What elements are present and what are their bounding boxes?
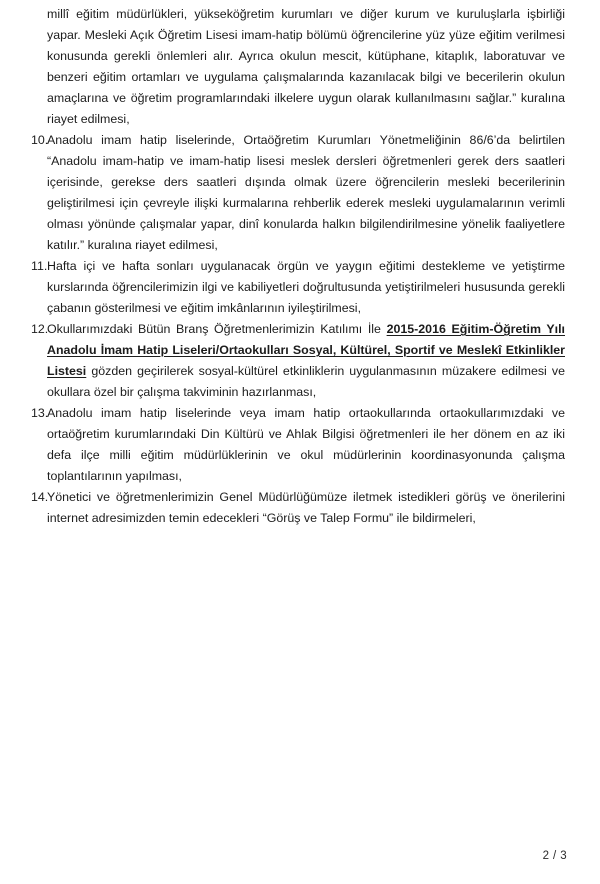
page-number: 2 / 3: [542, 850, 567, 862]
list-item-text-after-emphasis: gözden geçirilerek sosyal-kültürel etkinliklerin uygulanmasının müzakere edilmesi ve okullara özel bir çalışma takviminin hazırlanması,: [47, 364, 565, 399]
list-item-number: 14.: [31, 490, 49, 504]
list-item-number: 13.: [31, 406, 49, 420]
list-item-text: Anadolu imam hatip liselerinde veya imam hatip ortaokullarında ortaokullarımızdaki ve ortaöğretim kurumlarındaki Din Kültürü ve Ahlak Bilgisi öğretmenleri ile her dönem en az iki defa ilçe milli eğitim müdürlüklerinin ve okul müdürlerinin koordinasyonunda çalışma toplantılarının yapılması,: [47, 406, 565, 483]
list-item-13: [31, 403, 565, 487]
emphasized-activity-list-title: 2015-2016 Eğitim-Öğretim Yılı Anadolu İmam Hatip Liseleri/Ortaokulları Sosyal, Kültürel, Sportif ve Meslekî Etkinlikler Listesi: [47, 322, 565, 378]
list-item-text: Anadolu imam hatip liselerinde, Ortaöğretim Kurumları Yönetmeliğinin 86/6’da belirtilen “Anadolu imam-hatip ve imam-hatip lisesi meslek dersleri öğretmenleri gerek ders saatleri içerisinde, gerekse ders saatleri dışında olmak üzere öğrencilerin mesleki becerilerinin geliştirilmesi için çevreyle ilişki kurmalarına rehberlik ederek mesleki uygulamalarının verimli olması yönünde çalışmalar yapar, dinî konularda halkın bilgilendirilmesine yönelik faaliyetlere katılır.” kuralına riayet edilmesi,: [47, 133, 565, 252]
list-item-text: [47, 319, 565, 403]
continuation-paragraph: millî eğitim müdürlükleri, yükseköğretim kurumları ve diğer kurum ve kuruluşlarla işbirliği yapar. Mesleki Açık Öğretim Lisesi imam-hatip bölümü öğrencilerine yüz yüze eğitim verilmesi konusunda gerekli önlemleri alır. Ayrıca okulun mescit, kütüphane, kitaplık, laboratuvar ve benzeri eğitim ortamları ve uygulama çalışmalarında kazanılacak bilgi ve becerilerin okulun amaçlarına ve öğretim programlarındaki ilkelere uygun olarak kullanılmasını sağlar.” kuralına riayet edilmesi,: [47, 7, 565, 126]
list-item-11: [31, 256, 565, 319]
list-item-number: 11.: [31, 259, 48, 273]
list-item-12: [31, 319, 565, 403]
document-body: [31, 4, 565, 529]
list-item-text: Hafta içi ve hafta sonları uygulanacak örgün ve yaygın eğitimi destekleme ve yetiştirme kurslarında öğrencilerimizin ilgi ve kabiliyetleri doğrultusunda yetiştirilmeleri hususunda gerekli çabanın gösterilmesi ve eğitim imkânlarının iyileştirilmesi,: [47, 259, 565, 315]
list-item-text: Yönetici ve öğretmenlerimizin Genel Müdürlüğümüze iletmek istedikleri görüş ve önerilerini internet adresimizden temin edecekleri “Görüş ve Talep Formu” ile bildirmeleri,: [47, 490, 565, 525]
list-item-text-before-emphasis: Okullarımızdaki Bütün Branş Öğretmenlerimizin Katılımı İle: [47, 322, 387, 336]
list-item-14: [31, 487, 565, 529]
list-item-number: 10.: [31, 133, 49, 147]
list-item-number: 12.: [31, 322, 49, 336]
list-item-10: [31, 130, 565, 256]
